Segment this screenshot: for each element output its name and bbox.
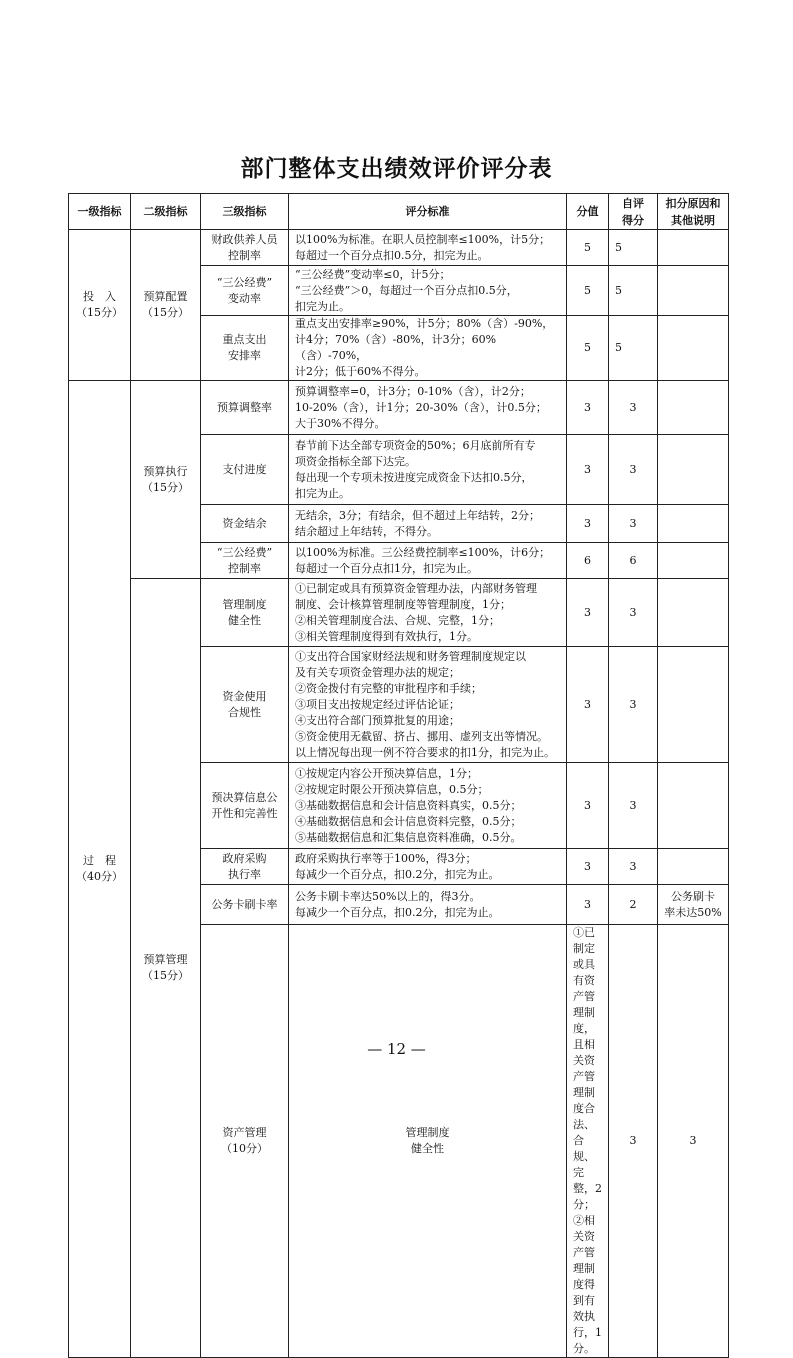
self-score-cell: 3 [609,505,658,543]
header-level2: 二级指标 [131,194,201,230]
level3-cell: 管理制度 健全性 [289,925,567,1358]
criteria-cell: 重点支出安排率≥90%，计5分；80%（含）-90%， 计4分；70%（含）-80%，计3分；60%（含）-70%， 计2分；低于60%不得分。 [289,316,567,381]
note-cell [658,849,729,885]
note-cell: 公务刷卡 率未达50% [658,885,729,925]
header-level3: 三级指标 [201,194,289,230]
self-score-cell: 3 [609,381,658,435]
note-cell [658,543,729,579]
score-cell: 3 [567,763,609,849]
criteria-cell: “三公经费”变动率≤0，计5分； “三公经费”＞0，每超过一个百分点扣0.5分， 扣完为止。 [289,266,567,316]
score-cell: 3 [567,647,609,763]
table-row [69,230,729,266]
level2-asset-mgmt: 资产管理 （10分） [201,925,289,1358]
note-cell [658,316,729,381]
note-cell [658,763,729,849]
score-cell: 3 [567,579,609,647]
note-cell [658,647,729,763]
score-cell: 6 [567,543,609,579]
criteria-cell: 公务卡刷卡率达50%以上的，得3分。 每减少一个百分点，扣0.2分，扣完为止。 [289,885,567,925]
page-title: 部门整体支出绩效评价评分表 [240,156,553,182]
level2-budget-config: 预算配置 （15分） [131,230,201,381]
score-cell: 3 [567,381,609,435]
self-score-cell: 6 [609,543,658,579]
criteria-cell: 政府采购执行率等于100%，得3分； 每减少一个百分点，扣0.2分，扣完为止。 [289,849,567,885]
self-score-cell: 3 [609,849,658,885]
self-score-cell: 3 [609,435,658,505]
level2-budget-exec: 预算执行 （15分） [131,381,201,579]
level3-cell: 公务卡刷卡率 [201,885,289,925]
page-number: — 12 — [367,1040,426,1058]
level1-process: 过 程 （40分） [69,381,131,1358]
score-cell: 3 [567,849,609,885]
criteria-cell: ①已制定或具有资产管理制度，且相关资产管理制 度合法、合规、完整，2分； ②相关资产管理制度得到有效执行，1分。 [567,925,609,1358]
header-level1: 一级指标 [69,194,131,230]
header-deduction: 扣分原因和 其他说明 [658,194,729,230]
note-cell [658,266,729,316]
level3-cell: 管理制度 健全性 [201,579,289,647]
note-cell [658,505,729,543]
level2-budget-mgmt: 预算管理 （15分） [131,579,201,1358]
self-score-cell: 5 [609,266,658,316]
self-score-cell: 5 [609,230,658,266]
header-self-score: 自评 得分 [609,194,658,230]
header-row [69,194,729,230]
self-score-cell: 3 [609,647,658,763]
criteria-cell: ①支出符合国家财经法规和财务管理制度规定以 及有关专项资金管理办法的规定； ②资金拨付有完整的审批程序和手续； ③项目支出按规定经过评估论证； ④支出符合部门预算批复的用途； ⑤资金使用无截留、挤占、挪用、虚列支出等情况。 以上情况每出现一例不符合要求的扣1分，扣完为止。 [289,647,567,763]
score-cell: 5 [567,266,609,316]
level3-cell: 财政供养人员 控制率 [201,230,289,266]
level1-input: 投 入 （15分） [69,230,131,381]
level3-cell: 资金结余 [201,505,289,543]
note-cell [658,435,729,505]
score-cell: 3 [567,435,609,505]
self-score-cell: 5 [609,316,658,381]
note-cell [658,381,729,435]
level3-cell: “三公经费” 变动率 [201,266,289,316]
score-cell: 3 [609,925,658,1358]
score-cell: 5 [567,316,609,381]
level3-cell: “三公经费” 控制率 [201,543,289,579]
level3-cell: 支付进度 [201,435,289,505]
note-cell [658,579,729,647]
self-score-cell: 3 [609,763,658,849]
level3-cell: 预算调整率 [201,381,289,435]
score-table [68,193,729,1358]
level3-cell: 重点支出 安排率 [201,316,289,381]
level3-cell: 资金使用 合规性 [201,647,289,763]
header-criteria: 评分标准 [289,194,567,230]
self-score-cell: 3 [658,925,729,1358]
criteria-cell: ①按规定内容公开预决算信息，1分； ②按规定时限公开预决算信息，0.5分； ③基础数据信息和会计信息资料真实，0.5分； ④基础数据信息和会计信息资料完整，0.5分； ⑤基础数据信息和汇集信息资料准确，0.5分。 [289,763,567,849]
level3-cell: 预决算信息公 开性和完善性 [201,763,289,849]
criteria-cell: 以100%为标准。在职人员控制率≤100%，计5分； 每超过一个百分点扣0.5分，扣完为止。 [289,230,567,266]
table-row [69,579,729,647]
self-score-cell: 2 [609,885,658,925]
level3-cell: 政府采购 执行率 [201,849,289,885]
score-cell: 5 [567,230,609,266]
score-cell: 3 [567,885,609,925]
score-cell: 3 [567,505,609,543]
criteria-cell: 预算调整率=0，计3分；0-10%（含），计2分； 10-20%（含），计1分；20-30%（含），计0.5分； 大于30%不得分。 [289,381,567,435]
table-row [69,381,729,435]
criteria-cell: 以100%为标准。三公经费控制率≤100%，计6分； 每超过一个百分点扣1分，扣完为止。 [289,543,567,579]
header-score: 分值 [567,194,609,230]
criteria-cell: 春节前下达全部专项资金的50%；6月底前所有专 项资金指标全部下达完。 每出现一个专项未按进度完成资金下达扣0.5分， 扣完为止。 [289,435,567,505]
note-cell [658,230,729,266]
criteria-cell: 无结余，3分；有结余，但不超过上年结转，2分； 结余超过上年结转，不得分。 [289,505,567,543]
self-score-cell: 3 [609,579,658,647]
criteria-cell: ①已制定或具有预算资金管理办法，内部财务管理 制度、会计核算管理制度等管理制度，1分； ②相关管理制度合法、合规、完整，1分； ③相关管理制度得到有效执行，1分。 [289,579,567,647]
